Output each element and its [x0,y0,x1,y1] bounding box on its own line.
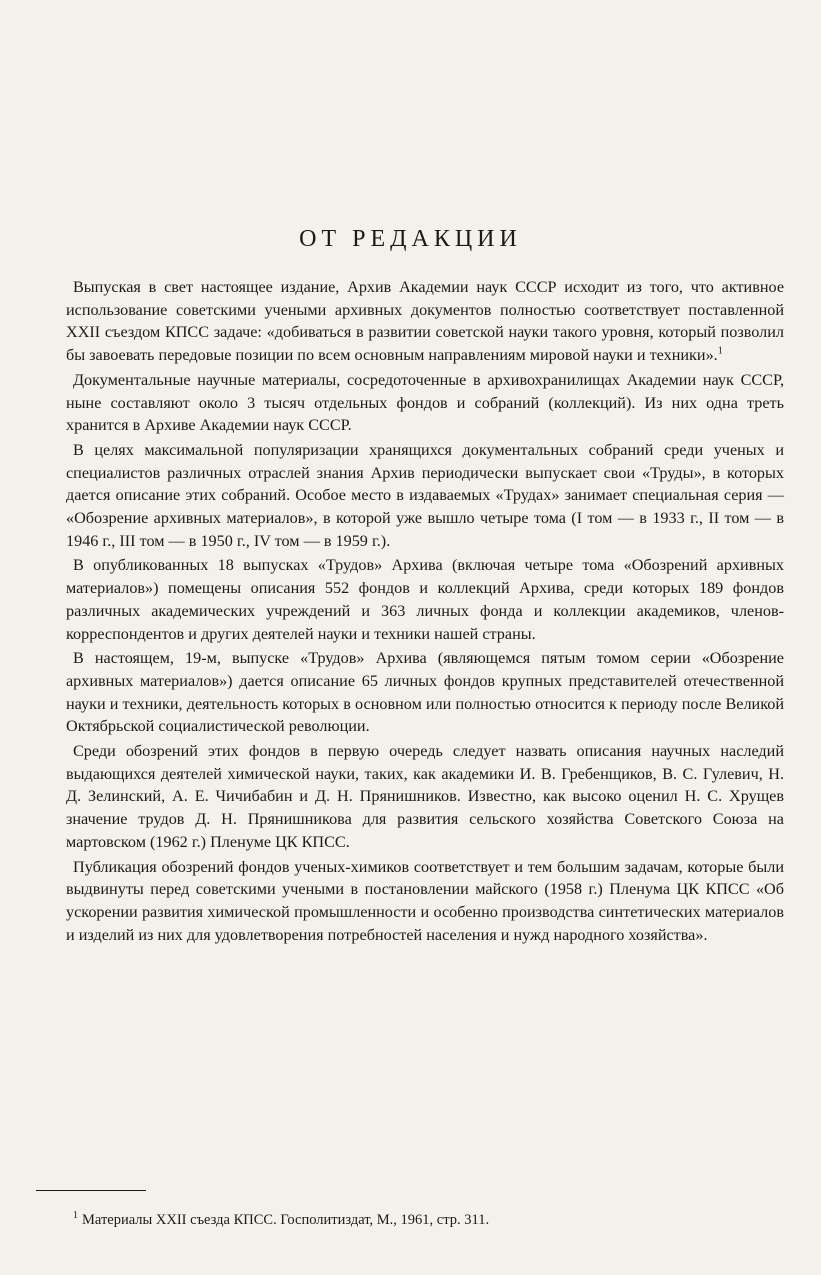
body-text [66,276,784,948]
paragraph-5: В настоящем, 19-м, выпуске «Трудов» Архива (являющемся пятым томом серии «Обозрение архивных материалов») дается описание 65 личных фондов крупных представителей отечественной науки и техники, деятельность которых в основном или полностью относится к периоду после Великой Октябрьской социалистической революции. [66,649,784,736]
paragraph-2: Документальные научные материалы, сосредоточенные в архивохранилищах Академии наук СССР, ныне составляют около 3 тысяч отдельных фондов и собраний (коллекций). Из них одна треть хранится в Архиве Академии наук СССР. [66,370,784,435]
footnote [66,1210,784,1230]
page-title: ОТ РЕДАКЦИИ [299,226,522,252]
paragraph-7: Публикация обозрений фондов ученых-химиков соответствует и тем большим задачам, которые были выдвинуты перед советскими учеными в постановлении майского (1958 г.) Пленума ЦК КПСС «Об ускорении развития химической промышленности и особенно производства синтетических материалов и изделий из них для удовлетворения потребностей населения и нужд народного хозяйства». [66,857,784,944]
footnote-reference: 1 [717,345,723,357]
paragraph-3: В целях максимальной популяризации хранящихся документальных собраний среди ученых и специалистов различных отраслей знания Архив периодически выпускает свои «Труды», в которых дается описание этих собраний. Особое место в издаваемых «Трудах» занимает специальная серия — «Обозрение архивных материалов», в которой уже вышло четыре тома (I том — в 1933 г., II том — в 1946 г., III том — в 1950 г., IV том — в 1959 г.). [66,440,784,550]
paragraph-1 [66,276,784,367]
paragraph-4: В опубликованных 18 выпусках «Трудов» Архива (включая четыре тома «Обозрений архивных материалов») помещены описания 552 фондов и коллекций Архива, среди которых 189 фондов различных академических учреждений и 363 личных фонда и коллекции академиков, членов-корреспондентов и других деятелей науки и техники нашей страны. [66,556,784,643]
footnote-number: 1 [73,1210,78,1222]
paragraph-6: Среди обозрений этих фондов в первую очередь следует назвать описания научных наследий выдающихся деятелей химической науки, таких, как академики И. В. Гребенщиков, В. С. Гулевич, Н. Д. Зелинский, А. Е. Чичибабин и Д. Н. Прянишников. Известно, как высоко оценил Н. С. Хрущев значение трудов Д. Н. Прянишникова для развития сельского хозяйства Советского Союза на мартовском (1962 г.) Пленуме ЦК КПСС. [66,742,784,851]
footnote-divider [36,1190,146,1191]
paragraph-1-text: Выпуская в свет настоящее издание, Архив Академии наук СССР исходит из того, что активное использование советскими учеными архивных документов полностью соответствует поставленной XXII съездом КПСС задаче: «добиваться в развитии советской науки такого уровня, который позволил бы завоевать передовые позиции по всем основным направлениям мировой науки и техники». [66,278,784,365]
footnote-text: Материалы XXII съезда КПСС. Госполитиздат, М., 1961, стр. 311. [82,1212,490,1228]
